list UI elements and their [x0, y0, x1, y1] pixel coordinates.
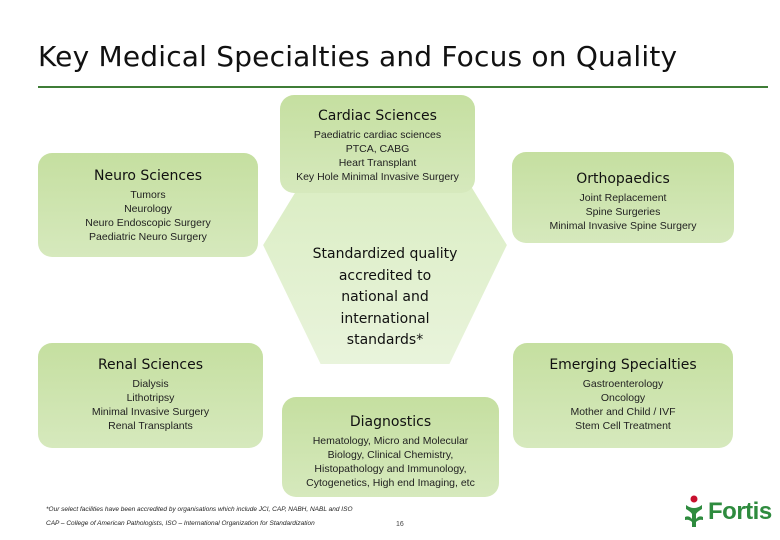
cardiac-card: [280, 108, 475, 184]
emerging-item: Gastroenterology: [582, 378, 664, 390]
cardiac-item: Key Hole Minimal Invasive Surgery: [296, 171, 459, 183]
neuro-heading: Neuro Sciences: [94, 168, 202, 184]
neuro-item: Paediatric Neuro Surgery: [89, 231, 207, 243]
diagnostics-item: Histopathology and Immunology,: [314, 463, 467, 475]
neuro-item: Neuro Endoscopic Surgery: [85, 217, 211, 229]
renal-item: Lithotripsy: [126, 392, 175, 404]
center-line: Standardized quality: [312, 246, 458, 262]
diagnostics-item: Cytogenetics, High end Imaging, etc: [306, 477, 475, 489]
slide-title: Key Medical Specialties and Focus on Quality: [38, 40, 678, 73]
renal-heading: Renal Sciences: [97, 357, 204, 373]
page-number: 16: [396, 521, 404, 528]
cardiac-heading: Cardiac Sciences: [318, 108, 437, 124]
renal-item: Renal Transplants: [108, 420, 193, 432]
emerging-card: [513, 357, 733, 433]
ortho-item: Spine Surgeries: [585, 206, 661, 218]
renal-item: Dialysis: [132, 378, 169, 390]
center-line: accredited to: [338, 267, 432, 284]
cardiac-item: Heart Transplant: [338, 157, 417, 169]
center-statement: [300, 244, 470, 352]
renal-card: [38, 357, 263, 433]
ortho-item: Joint Replacement: [579, 192, 667, 204]
logo-wordmark: Fortis: [708, 498, 772, 525]
fortis-figure-icon: [683, 495, 705, 529]
renal-item: Minimal Invasive Surgery: [91, 406, 210, 418]
neuro-item: Tumors: [130, 189, 166, 201]
center-line: national and: [341, 289, 429, 305]
center-line: standards*: [346, 332, 424, 348]
ortho-item: Minimal Invasive Spine Surgery: [549, 220, 697, 232]
fortis-logo: [683, 494, 772, 530]
diagnostics-heading: Diagnostics: [349, 414, 432, 430]
footnote-accreditation: *Our select facilities have been accredited by organisations which include JCI, CAP, NABH, NABL and ISO: [46, 506, 353, 513]
neuro-card: [38, 168, 258, 244]
diagnostics-item: Biology, Clinical Chemistry,: [327, 449, 454, 461]
emerging-heading: Emerging Specialties: [549, 357, 697, 373]
ortho-card: [512, 171, 734, 233]
cardiac-item: Paediatric cardiac sciences: [313, 129, 442, 141]
ortho-heading: Orthopaedics: [576, 171, 670, 187]
center-line: international: [340, 310, 430, 327]
cardiac-item: PTCA, CABG: [345, 143, 410, 155]
emerging-item: Oncology: [600, 392, 646, 404]
footnote-abbreviations: CAP – College of American Pathologists, ISO – International Organization for Standardization: [46, 520, 315, 527]
diagnostics-item: Hematology, Micro and Molecular: [312, 435, 469, 447]
emerging-item: Stem Cell Treatment: [575, 420, 671, 432]
diagnostics-card: [282, 414, 499, 490]
neuro-item: Neurology: [124, 203, 172, 215]
emerging-item: Mother and Child / IVF: [570, 406, 676, 418]
